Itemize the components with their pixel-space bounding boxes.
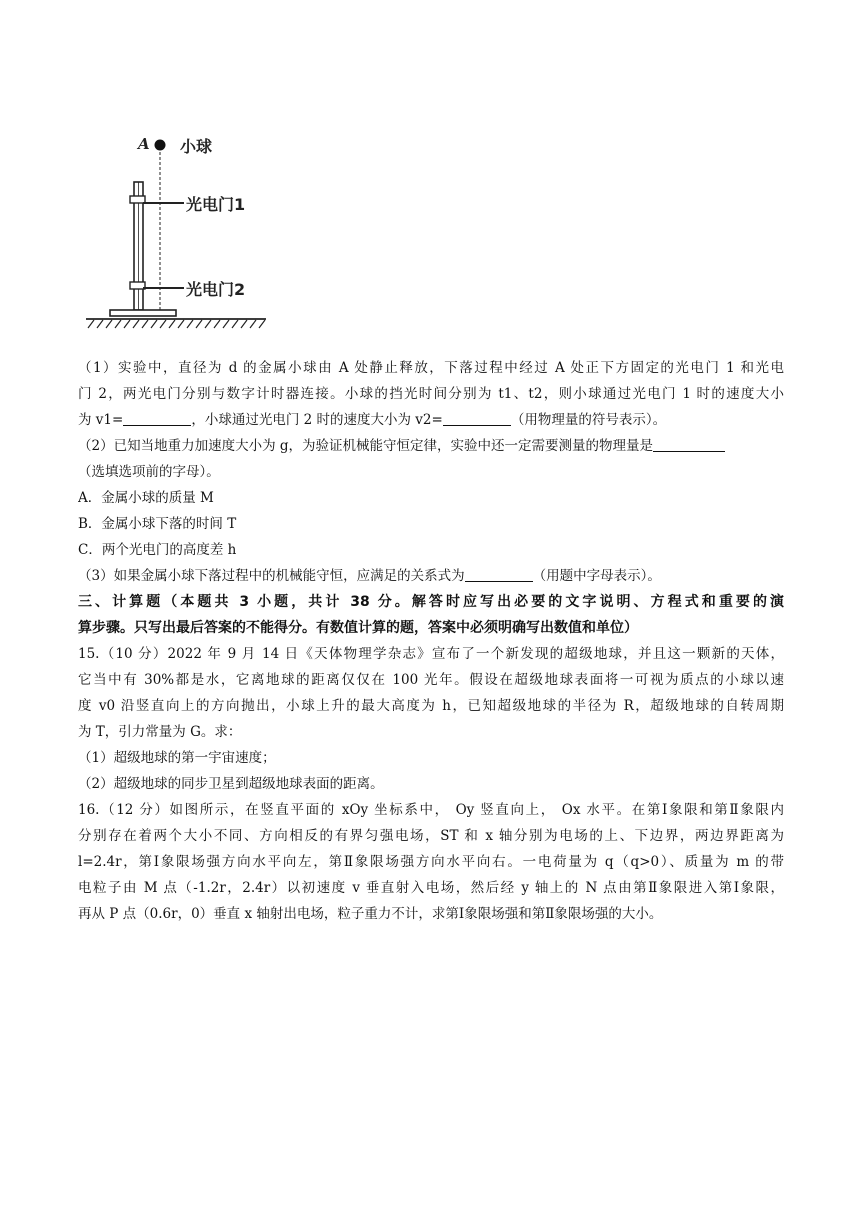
- answer-blank-relation[interactable]: [465, 567, 533, 582]
- section3-heading-line2: 算步骤。只写出最后答案的不能得分。有数值计算的题，答案中必须明确写出数值和单位）: [78, 620, 638, 636]
- gate2-clamp: [130, 282, 145, 289]
- answer-blank-quantity[interactable]: [653, 437, 725, 452]
- q16-line1: 16.（12 分）如图所示，在竖直平面的 xOy 坐标系中， Oy 竖直向上， Ox 水平。在第Ⅰ象限和第Ⅱ象限内: [78, 802, 784, 818]
- q15-line1: 15.（10 分）2022 年 9 月 14 日《天体物理学杂志》宣布了一个新发现的超级地球，并且这一颗新的天体，: [78, 646, 784, 662]
- ground-hatch: [88, 320, 265, 328]
- apparatus-figure: [80, 126, 280, 342]
- q14-p2-line1: [78, 433, 784, 459]
- q14-v1-prefix: 为 v1=: [78, 412, 124, 428]
- q14-p1-line3: [78, 407, 784, 433]
- q15-line4: 为 T，引力常量为 G。求：: [78, 724, 242, 740]
- ball-icon: [155, 140, 166, 151]
- apparatus-drawing: [80, 126, 280, 342]
- document-body: [78, 355, 784, 927]
- q15-sub2: （2）超级地球的同步卫星到超级地球表面的距离。: [78, 776, 384, 792]
- stand-base: [110, 310, 176, 316]
- q15-line2: 它当中有 30%都是水，它离地球的距离仅仅在 100 光年。假设在超级地球表面将一可视为质点的小球以速: [78, 672, 784, 688]
- q14-p1-line1: （1）实验中，直径为 d 的金属小球由 A 处静止释放，下落过程中经过 A 处正下方固定的光电门 1 和光电: [78, 360, 784, 376]
- q15-line3: 度 v0 沿竖直向上的方向抛出，小球上升的最大高度为 h，已知超级地球的半径为 R，超级地球的自转周期: [78, 698, 784, 714]
- point-a-label: A: [138, 135, 150, 153]
- q14-p1-suffix: （用物理量的符号表示）。: [510, 412, 667, 428]
- gate2-label: 光电门2: [186, 280, 246, 299]
- gate1-label: 光电门1: [186, 195, 246, 214]
- ball-label: 小球: [180, 137, 213, 156]
- q15-sub1: （1）超级地球的第一宇宙速度；: [78, 750, 276, 766]
- q14-p2-text: （2）已知当地重力加速度大小为 g，为验证机械能守恒定律，实验中还一定需要测量的物理量是: [78, 438, 654, 454]
- q16-line4: 电粒子由 M 点（-1.2r，2.4r）以初速度 v 垂直射入电场，然后经 y 轴上的 N 点由第Ⅱ象限进入第Ⅰ象限，: [78, 880, 784, 896]
- option-c: C．两个光电门的高度差 h: [78, 542, 237, 558]
- q16-line3: l=2.4r，第Ⅰ象限场强方向水平向左，第Ⅱ象限场强方向水平向右。一电荷量为 q（q>0）、质量为 m 的带: [78, 854, 784, 870]
- answer-blank-v2[interactable]: [443, 411, 511, 426]
- q14-p3-suffix: （用题中字母表示）。: [532, 568, 661, 584]
- q16-line5: 再从 P 点（0.6r，0）垂直 x 轴射出电场，粒子重力不计，求第Ⅰ象限场强和第Ⅱ象限场强的大小。: [78, 906, 663, 922]
- q14-v2-prefix: ，小球通过光电门 2 时的速度大小为 v2=: [191, 412, 443, 428]
- gate1-clamp: [130, 196, 145, 203]
- option-a: A．金属小球的质量 M: [78, 490, 214, 506]
- q14-p1-line2: 门 2，两光电门分别与数字计时器连接。小球的挡光时间分别为 t1、t2，则小球通过光电门 1 时的速度大小: [78, 386, 784, 402]
- q16-line2: 分别存在着两个大小不同、方向相反的有界匀强电场，ST 和 x 轴分别为电场的上、下边界，两边界距离为: [78, 828, 784, 844]
- section3-heading-line1: 三、计算题（本题共 3 小题，共计 38 分。解答时应写出必要的文字说明、方程式和重要的演: [78, 594, 784, 610]
- option-b: B．金属小球下落的时间 T: [78, 516, 237, 532]
- q14-p3-text: （3）如果金属小球下落过程中的机械能守恒，应满足的关系式为: [78, 568, 465, 584]
- q14-p2-line2: （选填选项前的字母）。: [78, 464, 220, 480]
- q14-p3-line: [78, 563, 784, 589]
- answer-blank-v1[interactable]: [123, 411, 191, 426]
